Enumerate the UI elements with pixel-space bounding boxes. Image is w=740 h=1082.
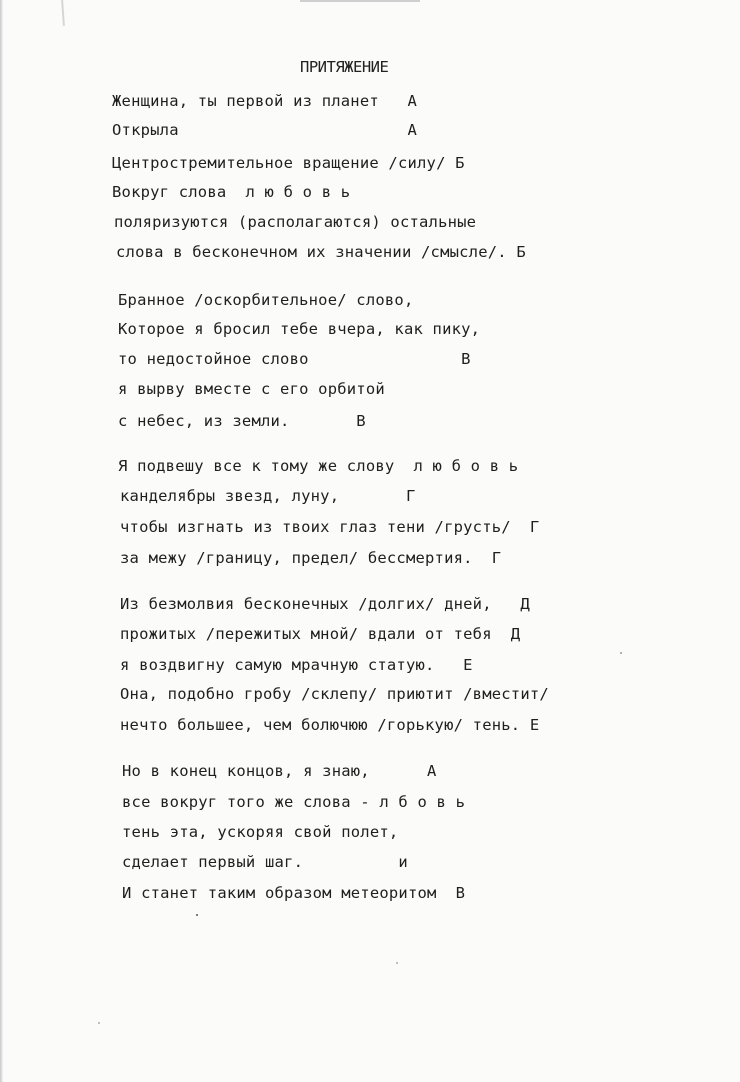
paper-speck [396,962,398,964]
poem-line: Бранное /оскорбительное/ слово, [118,291,414,309]
paper-speck [620,652,622,654]
poem-line: слова в бесконечном их значении /смысле/. Б [116,243,526,261]
poem-line: сделает первый шаг. и [122,853,408,871]
paper-scuff-mark [61,0,65,26]
poem-line: канделябры звезд, луну, Г [120,487,416,505]
poem-line: Центростремительное вращение /силу/ Б [112,154,465,172]
poem-line: Открыла А [112,121,418,139]
poem-line: Женщина, ты первой из планет А [112,92,418,110]
poem-line: за межу /границу, предел/ бессмертия. Г [120,549,502,567]
poem-line: Из безмолвия бесконечных /долгих/ дней, Д [120,595,530,613]
poem-line: Но в конец концов, я знаю, А [122,762,437,780]
poem-line: я воздвигну самую мрачную статую. Е [120,656,473,674]
poem-line: чтобы изгнать из твоих глаз тени /грусть/ Г [120,518,540,536]
poem-title: ПРИТЯЖЕНИЕ [300,58,389,76]
poem-line: Она, подобно гробу /склепу/ приютит /вместит/ [120,685,549,703]
poem-line: тень эта, ускоряя свой полет, [122,823,399,841]
poem-line: Вокруг слова л ю б о в ь [112,183,351,201]
poem-line: И станет таким образом метеоритом В [122,884,466,902]
poem-line: Я подвешу все к тому же слову л ю б о в ь [118,457,519,475]
poem-line: все вокруг того же слова - л б о в ь [122,793,466,811]
page-edge-shadow [0,0,3,1082]
poem-line: прожитых /пережитых мной/ вдали от тебя Д [120,625,521,643]
paper-speck [98,1022,100,1024]
poem-line: Которое я бросил тебе вчера, как пику, [118,320,481,338]
paper-speck [196,914,198,916]
poem-line: то недостойное слово В [118,350,471,368]
poem-line: поляризуются (располагаются) остальные [114,213,477,231]
paper-top-mark [300,0,420,2]
poem-line: с небес, из земли. В [118,412,366,430]
poem-line: нечто большее, чем болючюю /горькую/ тень. Е [120,716,540,734]
poem-line: я вырву вместе с его орбитой [118,380,385,398]
